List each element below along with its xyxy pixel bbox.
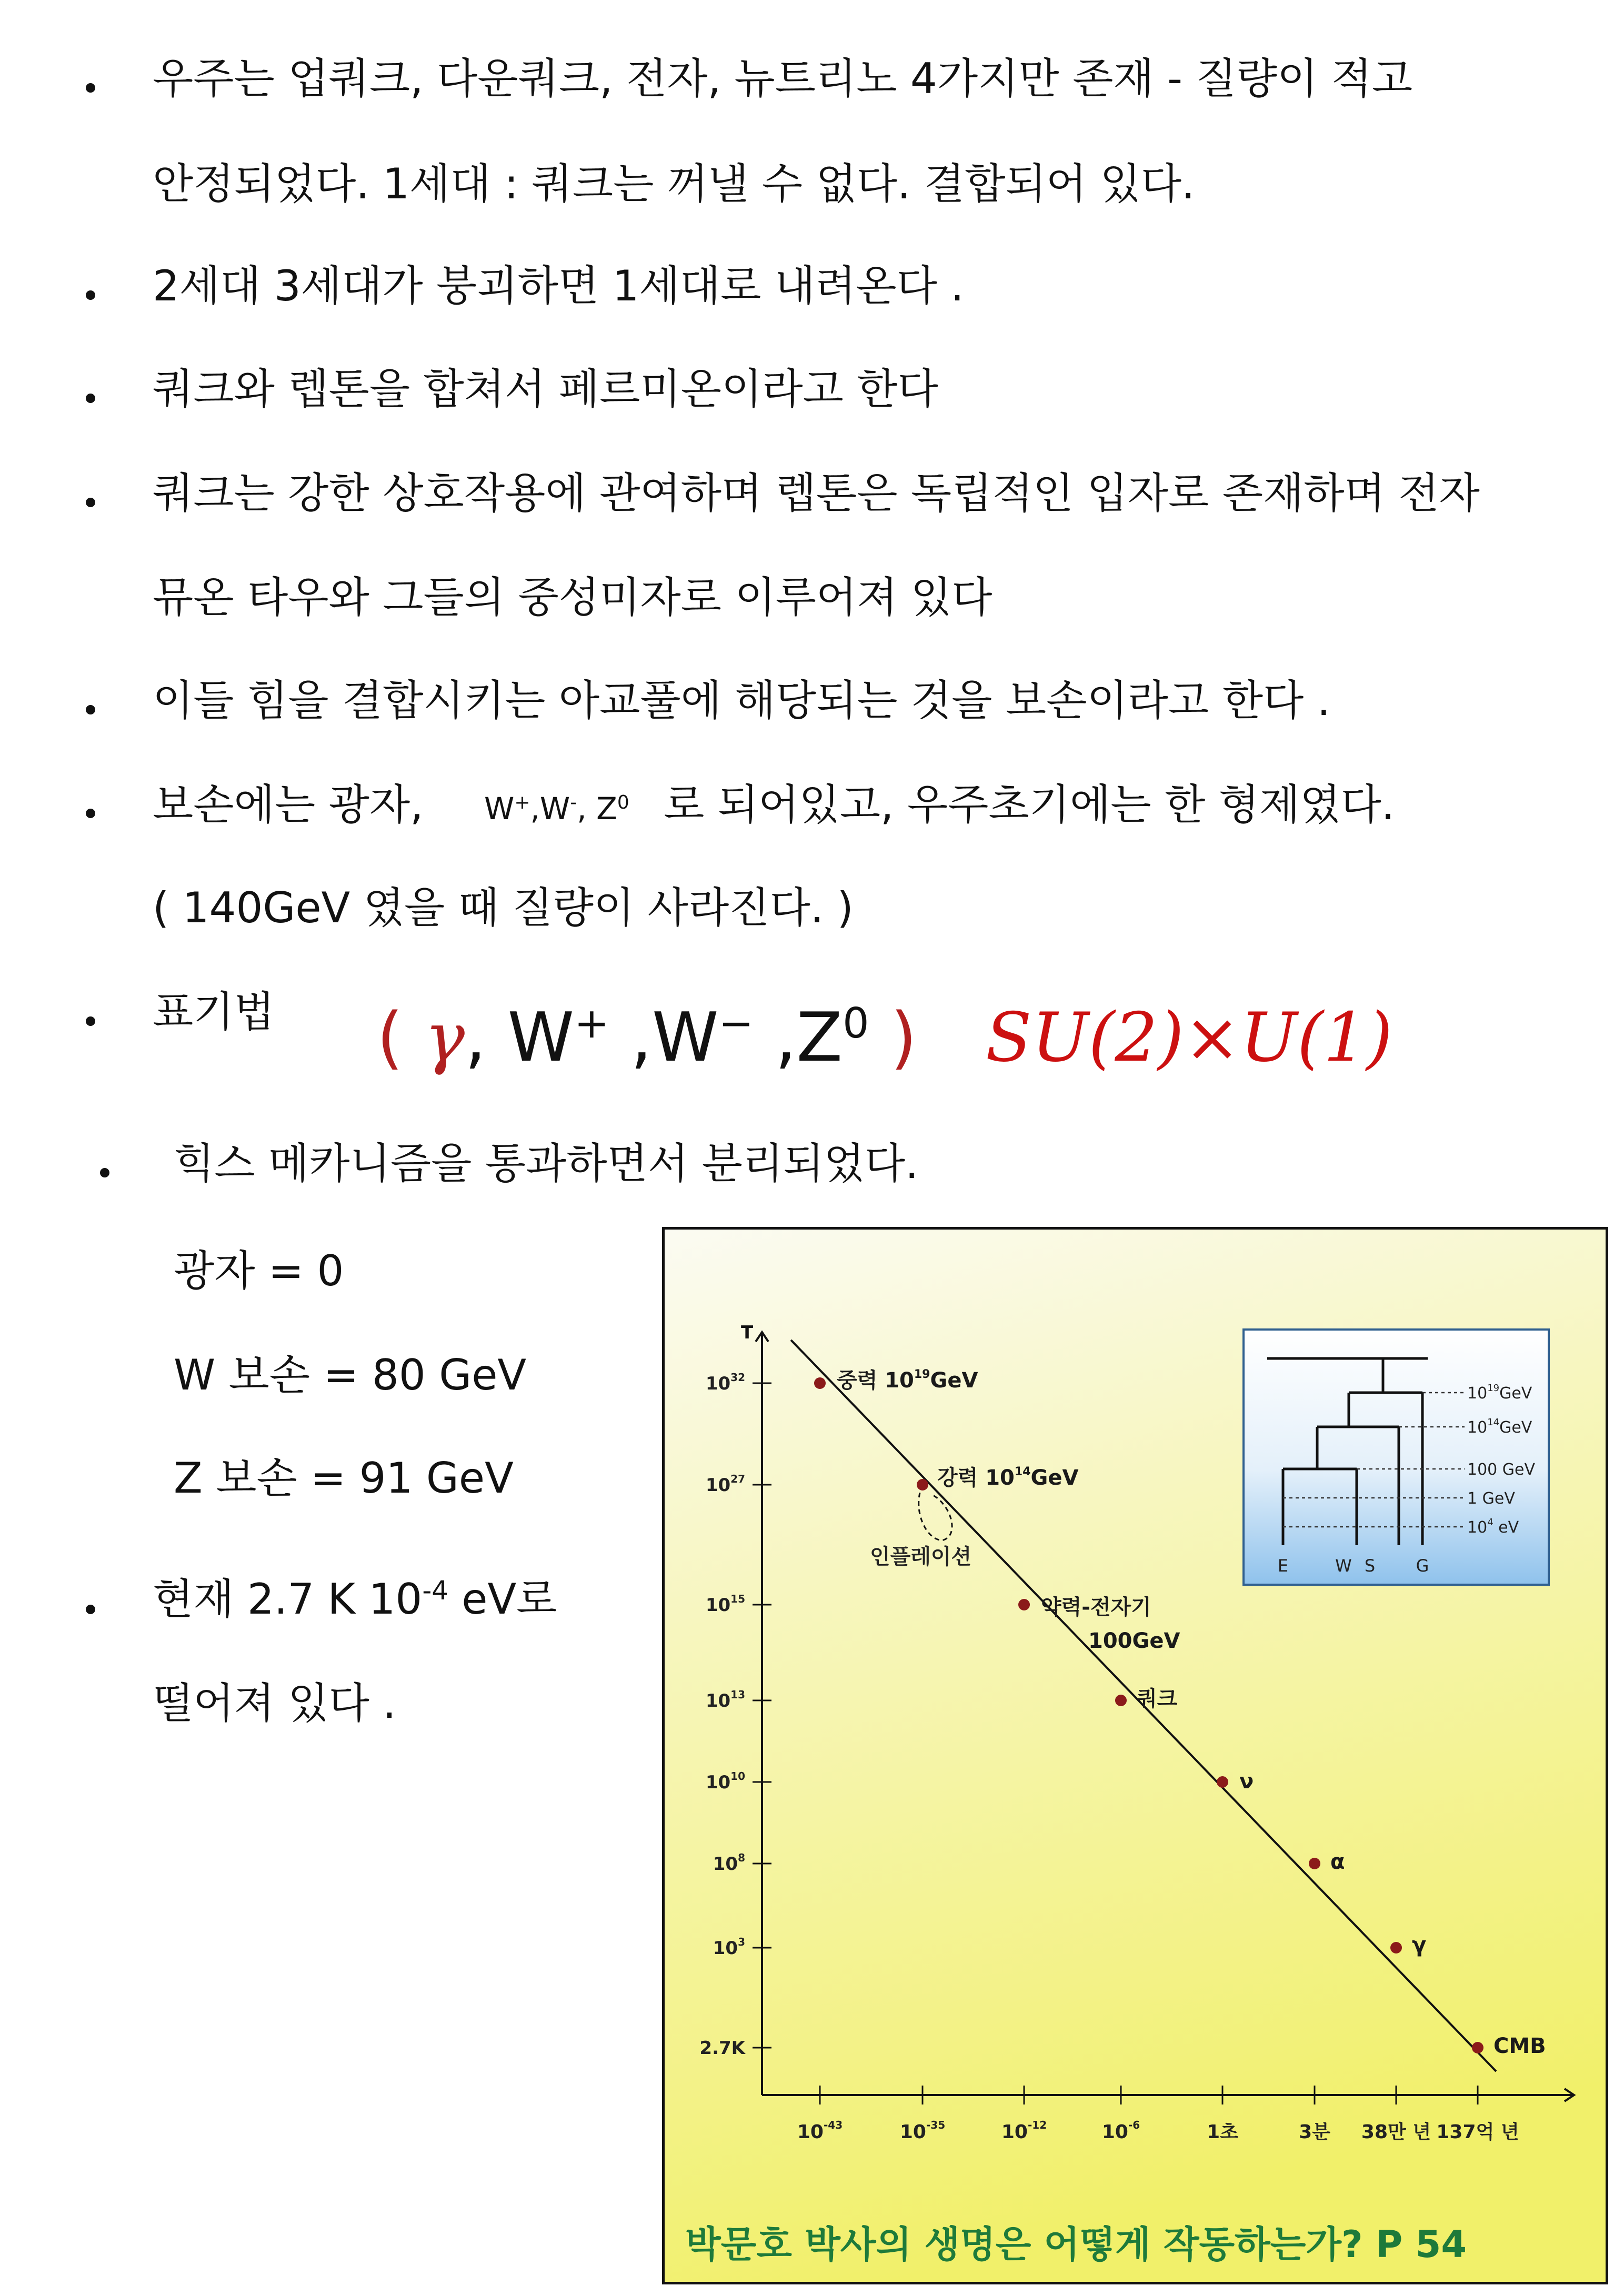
bullet-marker bbox=[86, 705, 95, 714]
formula-close-paren: ) bbox=[890, 999, 917, 1077]
x-tick-label: 38만 년 bbox=[1361, 2121, 1431, 2143]
x-tick-label: $10^{-43}$ bbox=[797, 2119, 843, 2143]
w-minus bbox=[609, 999, 754, 1077]
bullet-marker bbox=[86, 394, 95, 403]
bullet-1-line-2: 안정되었다. 1세대 : 쿼크는 꺼낼 수 없다. 결합되어 있다. bbox=[153, 159, 1195, 208]
y-axis-label: T bbox=[741, 1322, 754, 1343]
bullet-9-suffix: eV로 bbox=[448, 1575, 557, 1624]
data-point bbox=[1217, 1776, 1228, 1788]
z-sup: 0 bbox=[843, 999, 869, 1048]
bullet-marker bbox=[86, 498, 95, 507]
bullet-6-suffix: 로 되어있고, 우주초기에는 한 형제였다. bbox=[664, 780, 1395, 829]
bullet-7-label: 표기법 bbox=[153, 988, 275, 1036]
z-base: ,Z bbox=[754, 999, 843, 1077]
inset-energy-label: $10^{19}GeV$ bbox=[1467, 1383, 1532, 1403]
data-point-label: 강력 $10^{14}GeV$ bbox=[937, 1465, 1079, 1490]
y-tick-label: $10^{13}$ bbox=[705, 1688, 745, 1711]
bullet-marker bbox=[86, 290, 95, 300]
data-point bbox=[1018, 1599, 1030, 1610]
inset-energy-label: 100 GeV bbox=[1467, 1461, 1536, 1479]
w-boson-mass: W 보손 = 80 GeV bbox=[174, 1351, 527, 1399]
y-tick-label: 2.7K bbox=[699, 2038, 745, 2059]
y-tick-label: $10^{15}$ bbox=[705, 1593, 745, 1616]
bullet-9-prefix: 현재 2.7 K 10 bbox=[153, 1575, 423, 1624]
data-point-label: 약력-전자기 bbox=[1041, 1595, 1151, 1619]
bullet-marker bbox=[86, 1605, 95, 1614]
bullet-5: 이들 힘을 결합시키는 아교풀에 해당되는 것을 보손이라고 한다 . bbox=[153, 676, 1331, 725]
formula-comma: , bbox=[465, 999, 486, 1077]
data-point-label-line-2: 100GeV bbox=[1088, 1629, 1180, 1653]
boson-notation-formula bbox=[377, 999, 1392, 1086]
w-plus bbox=[508, 999, 609, 1077]
inset-force-label: G bbox=[1416, 1556, 1429, 1576]
bullet-3: 쿼크와 렙톤을 합쳐서 페르미온이라고 한다 bbox=[153, 365, 938, 414]
z-base: , Z bbox=[577, 791, 617, 827]
inset-force-label: S bbox=[1364, 1556, 1376, 1576]
data-point bbox=[1309, 1858, 1320, 1869]
inset-force-label: W bbox=[1335, 1556, 1352, 1576]
x-tick-label: 137억 년 bbox=[1436, 2121, 1519, 2143]
y-tick-label: $10^{10}$ bbox=[705, 1770, 745, 1793]
bullet-9-line-2: 떨어져 있다 . bbox=[153, 1679, 396, 1728]
inflation-label: 인플레이션 bbox=[870, 1545, 972, 1569]
inset-box bbox=[1244, 1330, 1549, 1585]
data-point-label: 쿼크 bbox=[1137, 1687, 1178, 1711]
bullet-9-line-1 bbox=[153, 1573, 557, 1631]
data-point bbox=[814, 1377, 826, 1389]
bullet-6-prefix: 보손에는 광자, bbox=[153, 780, 424, 829]
data-point-label: CMB bbox=[1493, 2034, 1546, 2058]
data-point bbox=[1115, 1695, 1127, 1706]
bullet-marker bbox=[86, 809, 95, 818]
bullet-marker bbox=[100, 1168, 109, 1177]
bullet-8-line-1: 힉스 메카니즘을 통과하면서 분리되었다. bbox=[174, 1139, 919, 1188]
w-plus-base: W bbox=[484, 791, 515, 827]
x-tick-label: 3분 bbox=[1299, 2121, 1330, 2143]
w-plus-base: W bbox=[507, 999, 575, 1077]
data-point-label: ν bbox=[1239, 1769, 1254, 1794]
bullet-4-line-1: 쿼크는 강한 상호작용에 관여하며 렙톤은 독립적인 입자로 존재하며 전자 bbox=[153, 469, 1480, 518]
y-tick-label: $10^8$ bbox=[713, 1851, 745, 1875]
z-sup: 0 bbox=[617, 792, 629, 814]
gamma-symbol: γ bbox=[424, 999, 465, 1077]
data-point bbox=[1390, 1942, 1402, 1953]
figure-frame bbox=[662, 1227, 1608, 2284]
data-point bbox=[1472, 2042, 1483, 2053]
w-minus-base: ,W bbox=[609, 999, 719, 1077]
w-minus-sup: - bbox=[570, 792, 577, 814]
gauge-group: SU(2)×U(1) bbox=[985, 999, 1393, 1077]
y-tick-label: $10^{27}$ bbox=[705, 1473, 745, 1496]
figure-caption: 박문호 박사의 생명은 어떻게 작동하는가? P 54 bbox=[685, 2223, 1467, 2266]
z-boson-mass: Z 보손 = 91 GeV bbox=[174, 1454, 514, 1503]
bullet-1-line-1: 우주는 업쿼크, 다운쿼크, 전자, 뉴트리노 4가지만 존재 - 질량이 적고 bbox=[153, 54, 1413, 103]
inset-energy-label: $10^4$ eV bbox=[1467, 1517, 1519, 1537]
data-point-label: γ bbox=[1412, 1933, 1427, 1957]
data-point bbox=[917, 1479, 928, 1491]
x-tick-label: 1초 bbox=[1207, 2121, 1238, 2143]
bullet-6-line-2: ( 140GeV 였을 때 질량이 사라진다. ) bbox=[153, 883, 854, 932]
bullet-4-line-2: 뮤온 타우와 그들의 중성미자로 이루어져 있다 bbox=[153, 573, 993, 622]
y-tick-label: $10^3$ bbox=[713, 1936, 745, 1959]
bullet-2: 2세대 3세대가 붕괴하면 1세대로 내려온다 . bbox=[153, 261, 964, 310]
data-point-label: α bbox=[1330, 1850, 1345, 1874]
inset-force-unification bbox=[1244, 1330, 1549, 1585]
data-point-label: 중력 $10^{19}GeV$ bbox=[837, 1368, 978, 1393]
x-tick-label: $10^{-6}$ bbox=[1101, 2119, 1140, 2143]
z-zero bbox=[754, 999, 869, 1077]
inset-energy-label: $10^{14}GeV$ bbox=[1467, 1417, 1532, 1437]
x-tick-label: $10^{-12}$ bbox=[1001, 2119, 1047, 2143]
temperature-timeline-chart bbox=[665, 1230, 1606, 2282]
y-tick-label: $10^{32}$ bbox=[705, 1371, 745, 1394]
bullet-6-line-1 bbox=[153, 779, 1395, 840]
w-minus-sup: − bbox=[718, 999, 754, 1048]
bullet-9-exponent: -4 bbox=[422, 1575, 448, 1606]
boson-list-inline bbox=[484, 791, 629, 827]
formula-open-paren: ( bbox=[377, 999, 403, 1077]
photon-mass: 광자 = 0 bbox=[174, 1246, 344, 1295]
w-minus-base: ,W bbox=[530, 791, 570, 827]
x-tick-label: $10^{-35}$ bbox=[899, 2119, 946, 2143]
w-plus-sup: + bbox=[574, 999, 609, 1048]
w-plus-sup: + bbox=[514, 792, 530, 814]
inset-force-label: E bbox=[1277, 1556, 1289, 1576]
inset-energy-label: 1 GeV bbox=[1467, 1489, 1515, 1508]
bullet-marker bbox=[86, 1016, 95, 1026]
bullet-marker bbox=[86, 83, 95, 93]
